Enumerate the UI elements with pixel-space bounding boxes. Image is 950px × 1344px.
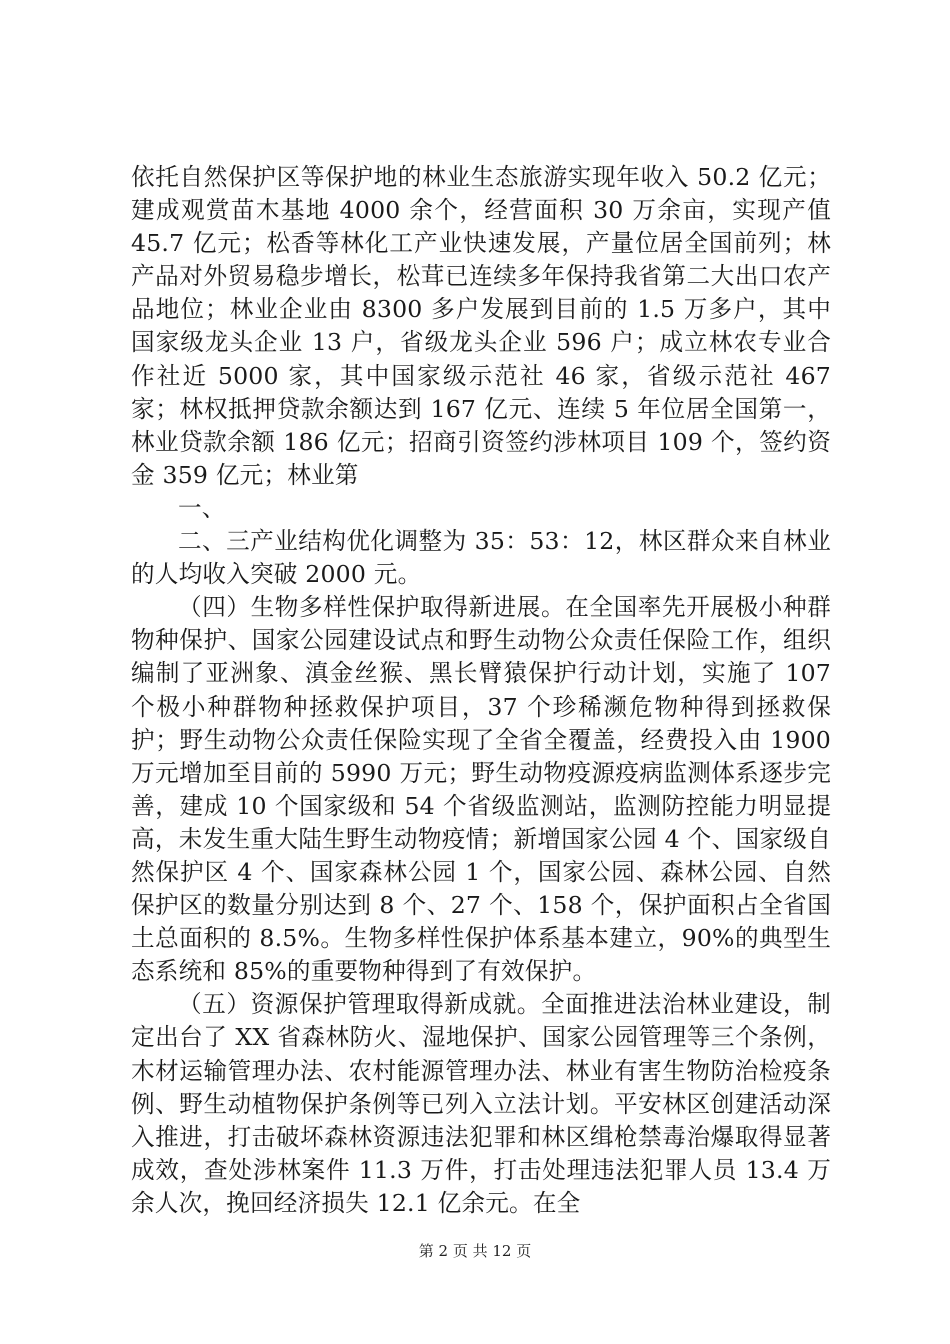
page-number-footer: 第 2 页 共 12 页 xyxy=(418,1242,532,1260)
document-body xyxy=(131,161,831,1220)
paragraph-biodiversity: （四）生物多样性保护取得新进展。在全国率先开展极小种群物种保护、国家公园建设试点和野生动物公众责任保险工作，组织编制了亚洲象、滇金丝猴、黑长臂猿保护行动计划，实施了 107 个极小种群物种拯救保护项目，37 个珍稀濒危物种得到拯救保护；野生动物公众责任保险实现了全省全覆盖，经费投入由 1900 万元增加至目前的 5990 万元；野生动物疫源疫病监测体系逐步完善，建成 10 个国家级和 54 个省级监测站，监测防控能力明显提高，未发生重大陆生野生动物疫情；新增国家公园 4 个、国家级自然保护区 4 个、国家森林公园 1 个，国家公园、森林公园、自然保护区的数量分别达到 8 个、27 个、158 个，保护面积占全省国土总面积的 8.5%。生物多样性保护体系基本建立，90%的典型生态系统和 85%的重要物种得到了有效保护。 xyxy=(131,593,831,986)
paragraph-resource-protection: （五）资源保护管理取得新成就。全面推进法治林业建设，制定出台了 XX 省森林防火、湿地保护、国家公园管理等三个条例，木材运输管理办法、农村能源管理办法、林业有害生物防治检疫条例、野生动植物保护条例等已列入立法计划。平安林区创建活动深入推进，打击破坏森林资源违法犯罪和林区缉枪禁毒治爆取得显著成效，查处涉林案件 11.3 万件，打击处理违法犯罪人员 13.4 万余人次，挽回经济损失 12.1 亿余元。在全 xyxy=(131,990,831,1217)
paragraph-heading-one: 一、 xyxy=(178,493,226,522)
paragraph-forest-industry: 依托自然保护区等保护地的林业生态旅游实现年收入 50.2 亿元；建成观赏苗木基地 4000 余个，经营面积 30 万余亩，实现产值 45.7 亿元；松香等林化工产业快速发展，产量位居全国前列；林产品对外贸易稳步增长，松茸已连续多年保持我省第二大出口农产品地位；林业企业由 8300 多户发展到目前的 1.5 万多户，其中国家级龙头企业 13 户，省级龙头企业 596 户；成立林农专业合作社近 5000 家，其中国家级示范社 46 家，省级示范社 467 家；林权抵押贷款余额达到 167 亿元、连续 5 年位居全国第一，林业贷款余额 186 亿元；招商引资签约涉林项目 109 个，签约资金 359 亿元；林业第 xyxy=(131,163,831,489)
paragraph-industry-structure: 二、三产业结构优化调整为 35：53：12，林区群众来自林业的人均收入突破 2000 元。 xyxy=(131,527,831,589)
